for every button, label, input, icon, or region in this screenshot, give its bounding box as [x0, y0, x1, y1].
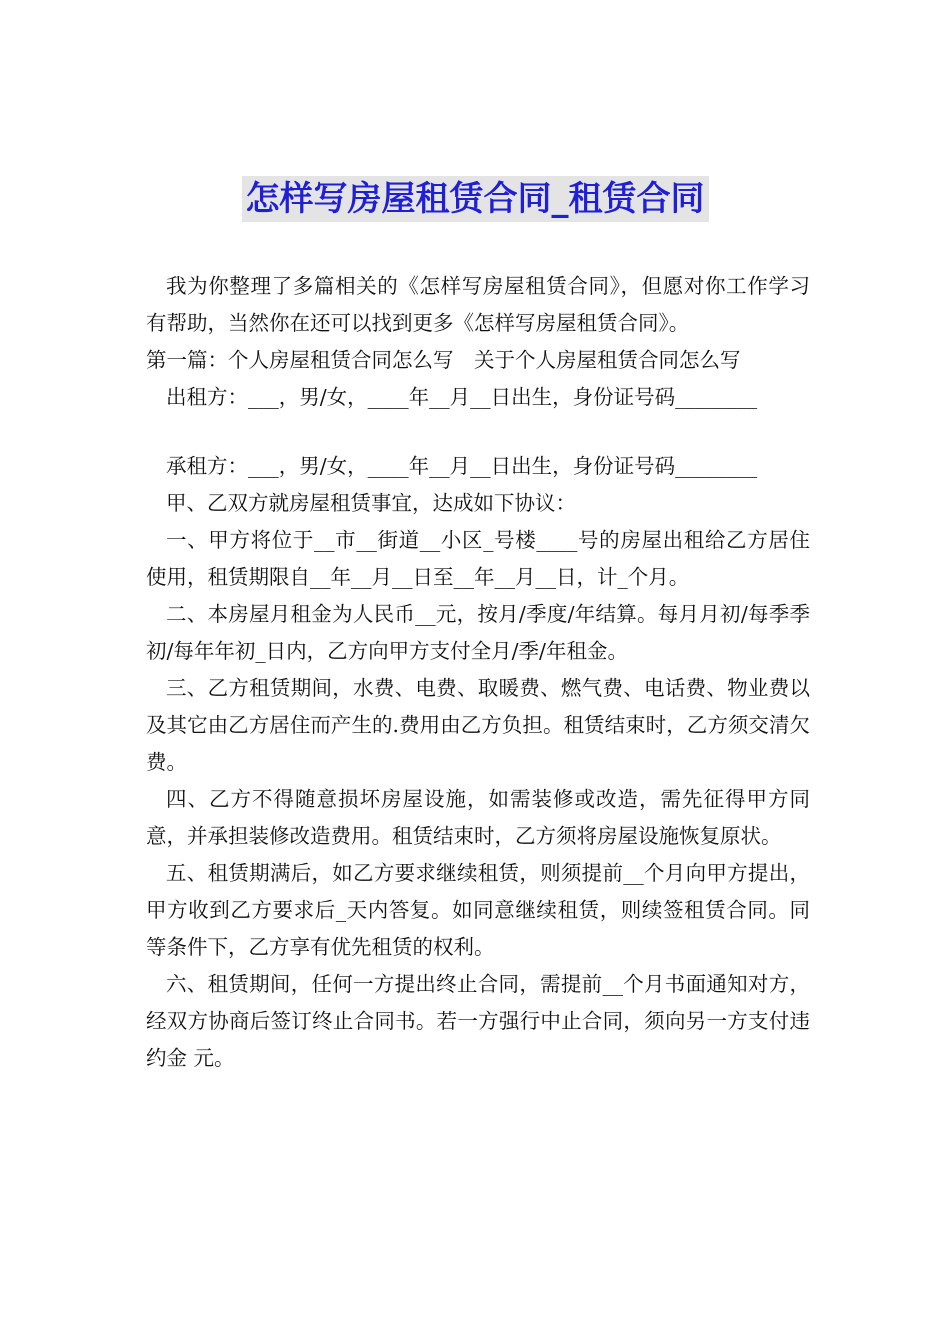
clause-1: 一、甲方将位于__市__街道__小区_号楼____号的房屋出租给乙方居住使用，租赁期限自__年__月__日至__年__月__日，计_个月。: [146, 528, 810, 589]
lessee-line: 承租方：___，男/女，____年__月__日出生，身份证号码________: [166, 454, 758, 478]
document-title: 怎样写房屋租赁合同_租赁合同: [242, 176, 709, 222]
lessor-line: 出租方：___，男/女，____年__月__日出生，身份证号码________: [166, 385, 758, 409]
agreement-intro: 甲、乙双方就房屋租赁事宜，达成如下协议：: [166, 491, 576, 515]
clause-6: 六、租赁期间，任何一方提出终止合同，需提前__个月书面通知对方，经双方协商后签订终止合同书。若一方强行中止合同，须向另一方支付违约金 元。: [146, 972, 810, 1070]
title-container: [0, 176, 950, 222]
clause-2: 二、本房屋月租金为人民币__元，按月/季度/年结算。每月月初/每季季初/每年年初_日内，乙方向甲方支付全月/季/年租金。: [146, 602, 810, 663]
spacer: [146, 416, 810, 448]
clause-3: 三、乙方租赁期间，水费、电费、取暖费、燃气费、电话费、物业费以及其它由乙方居住而产生的.费用由乙方负担。租赁结束时，乙方须交清欠费。: [146, 676, 810, 774]
clause-4: 四、乙方不得随意损坏房屋设施，如需装修或改造，需先征得甲方同意，并承担装修改造费用。租赁结束时，乙方须将房屋设施恢复原状。: [146, 787, 810, 848]
intro-paragraph: 我为你整理了多篇相关的《怎样写房屋租赁合同》，但愿对你工作学习有帮助，当然你在还可以找到更多《怎样写房屋租赁合同》。: [146, 274, 810, 335]
clause-5: 五、租赁期满后，如乙方要求继续租赁，则须提前__个月向甲方提出，甲方收到乙方要求后_天内答复。如同意继续租赁，则续签租赁合同。同等条件下，乙方享有优先租赁的权利。: [146, 861, 810, 959]
document-body: [146, 268, 810, 1077]
section-heading: 第一篇：个人房屋租赁合同怎么写 关于个人房屋租赁合同怎么写: [146, 348, 741, 372]
